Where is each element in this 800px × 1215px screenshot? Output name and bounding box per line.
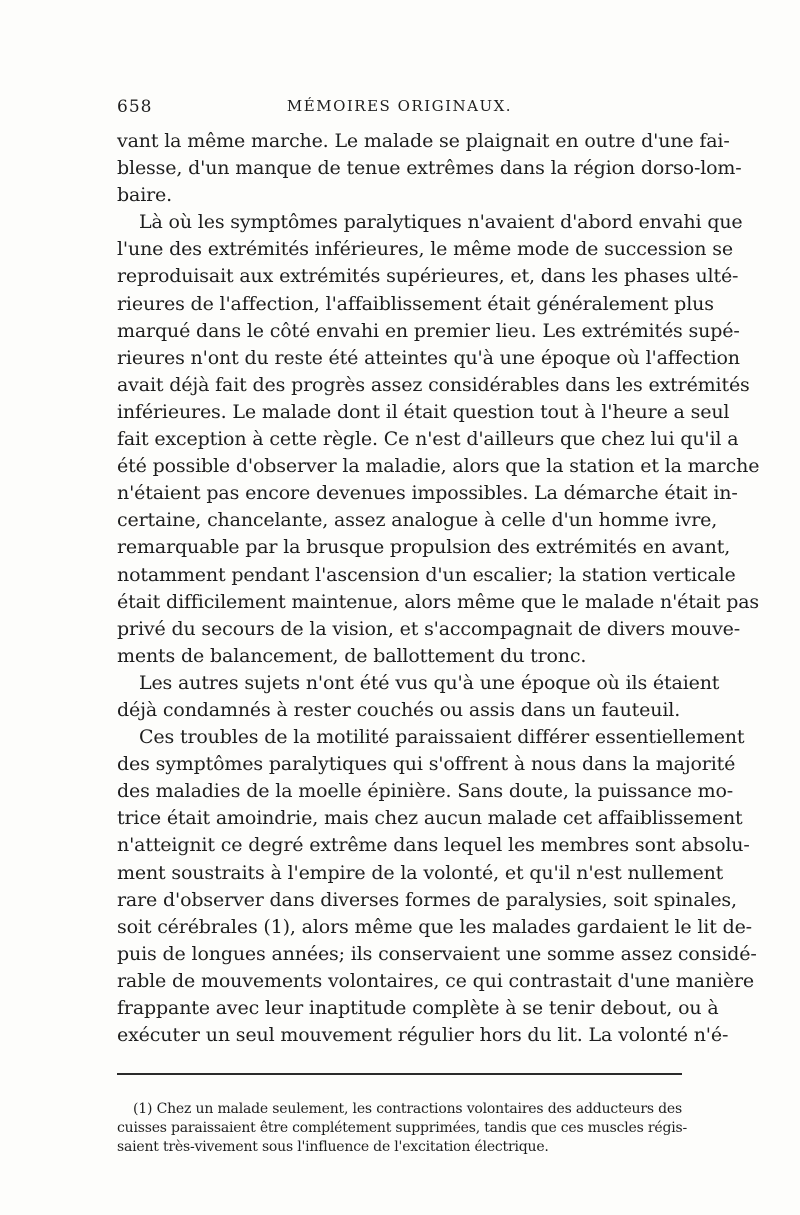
text-line: remarquable par la brusque propulsion des extrémités en avant, [117, 536, 731, 559]
text-line: ment soustraits à l'empire de la volonté, et qu'il n'est nullement [117, 861, 724, 884]
page-number: 658 [117, 97, 153, 117]
text-line: ments de balancement, de ballottement du tronc. [117, 644, 587, 667]
text-line: Les autres sujets n'ont été vus qu'à une époque où ils étaient [139, 671, 720, 694]
text-line: été possible d'observer la maladie, alors que la station et la marche [117, 455, 760, 478]
text-line: avait déjà fait des progrès assez considérables dans les extrémités [117, 373, 750, 396]
text-line: Là où les symptômes paralytiques n'avaient d'abord envahi que [139, 211, 743, 234]
text-line: rare d'observer dans diverses formes de paralysies, soit spinales, [117, 888, 737, 911]
text-line: reproduisait aux extrémités supérieures, et, dans les phases ulté- [117, 265, 739, 288]
text-line: n'étaient pas encore devenues impossibles. La démarche était in- [117, 482, 738, 505]
text-line: déjà condamnés à rester couchés ou assis dans un fauteuil. [117, 698, 681, 721]
footnote-line: (1) Chez un malade seulement, les contractions volontaires des adducteurs des [133, 1101, 682, 1117]
text-line: blesse, d'un manque de tenue extrêmes dans la région dorso-lom- [117, 157, 742, 180]
text-line: fait exception à cette règle. Ce n'est d'ailleurs que chez lui qu'il a [117, 428, 739, 451]
footnote-line: cuisses paraissaient être complétement supprimées, tandis que ces muscles régis- [117, 1120, 688, 1136]
text-line: soit cérébrales (1), alors même que les malades gardaient le lit de- [117, 915, 752, 938]
text-line: l'une des extrémités inférieures, le même mode de succession se [117, 238, 733, 261]
text-line: trice était amoindrie, mais chez aucun malade cet affaiblissement [117, 807, 743, 830]
running-title: MÉMOIRES ORIGINAUX. [286, 97, 513, 115]
text-line: puis de longues années; ils conservaient une somme assez considé- [117, 942, 757, 965]
running-head [117, 97, 682, 125]
footnote-divider [117, 1073, 682, 1075]
text-line: des maladies de la moelle épinière. Sans doute, la puissance mo- [117, 780, 734, 803]
text-line: rable de mouvements volontaires, ce qui contrastait d'une manière [117, 969, 754, 992]
text-line: exécuter un seul mouvement régulier hors du lit. La volonté n'é- [117, 1024, 729, 1047]
text-line: Ces troubles de la motilité paraissaient différer essentiellement [139, 726, 745, 749]
text-line: baire. [117, 184, 173, 207]
text-line: certaine, chancelante, assez analogue à celle d'un homme ivre, [117, 509, 718, 532]
body-text [117, 128, 760, 1049]
text-line: privé du secours de la vision, et s'accompagnait de divers mouve- [117, 617, 741, 640]
text-line: des symptômes paralytiques qui s'offrent à nous dans la majorité [117, 753, 736, 776]
text-line: était difficilement maintenue, alors même que le malade n'était pas [117, 590, 760, 613]
text-line: rieures n'ont du reste été atteintes qu'à une époque où l'affection [117, 346, 740, 369]
text-line: notamment pendant l'ascension d'un escalier; la station verticale [117, 563, 736, 586]
text-line: inférieures. Le malade dont il était question tout à l'heure a seul [117, 400, 730, 423]
footnote [117, 1100, 688, 1157]
text-line: marqué dans le côté envahi en premier lieu. Les extrémités supé- [117, 319, 740, 342]
text-line: n'atteignit ce degré extrême dans lequel les membres sont absolu- [117, 834, 750, 857]
text-line: frappante avec leur inaptitude complète à se tenir debout, ou à [117, 997, 719, 1019]
footnote-line: saient très-vivement sous l'influence de l'excitation électrique. [117, 1139, 549, 1155]
text-line: vant la même marche. Le malade se plaignait en outre d'une fai- [117, 130, 730, 152]
text-line: rieures de l'affection, l'affaiblissement était généralement plus [117, 292, 714, 315]
